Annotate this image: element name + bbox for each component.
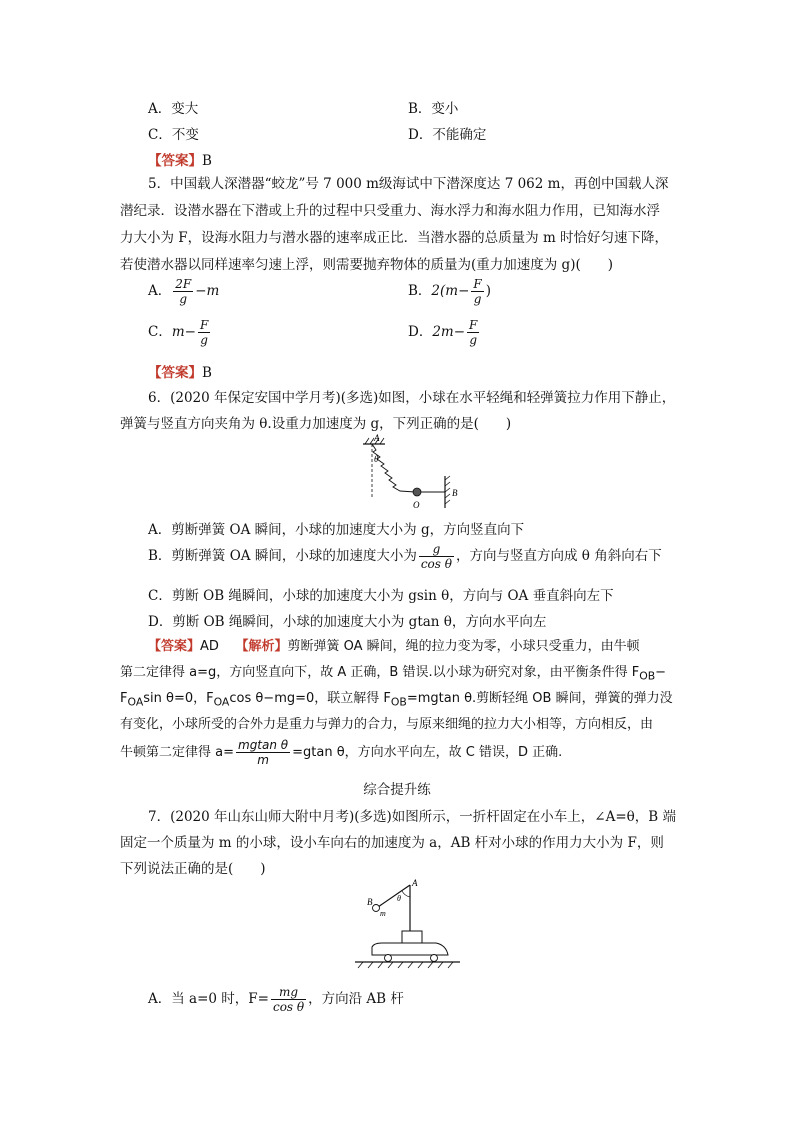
label-b: B <box>452 488 458 498</box>
wheel-right <box>431 955 438 962</box>
q5-answer <box>148 361 212 381</box>
q4-option-a: A．变大 <box>148 101 199 117</box>
q7-cart-figure <box>350 875 465 975</box>
fraction: $\frac{\text{mgtan θ}}{m}$ <box>238 738 289 767</box>
analysis-label: 【解析】 <box>235 639 288 654</box>
q6-solution-line-5: 牛顿第二定律得 a= $\frac{\text{mgtan θ}}{m}$ =gtan θ，方向水平向左，故 C 错误，D 正确. <box>120 738 563 767</box>
q6-solution-line-2: 第二定律得 a=g，方向竖直向下，故 A 正确，B 错误.以小球为研究对象，由平衡条件得 $F_{OB}-$ <box>120 665 667 683</box>
label-b: B <box>367 897 373 907</box>
fraction: $\frac{2F}{g}$ <box>175 277 192 306</box>
spring <box>372 444 415 492</box>
q7-line-2: 固定一个质量为 m 的小球，设小车向右的加速度为 a，AB 杆对小球的作用力大小为 F，则 <box>120 835 664 851</box>
fraction: $\frac{F}{g}$ <box>199 318 209 347</box>
q4-option-c: C．不变 <box>148 127 199 143</box>
answer-label: 【答案】 <box>148 639 201 654</box>
fraction: $\frac{mg}{\text{cos θ}}$ <box>272 985 305 1014</box>
q7-option-a: A．当 a=0 时，F= $\frac{mg}{\text{cos θ}}$ ，方向沿 AB 杆 <box>148 985 404 1014</box>
answer-value: B <box>202 365 212 381</box>
q4-option-b: B．变小 <box>408 101 459 117</box>
section-title: 综合提升练 <box>363 782 431 798</box>
q5-line-2: 潜纪录．设潜水器在下潜或上升的过程中只受重力、海水浮力和海水阻力作用，已知海水浮 <box>120 203 660 219</box>
q6-line-2: 弹簧与竖直方向夹角为 θ.设重力加速度为 g，下列正确的是( ) <box>120 416 512 432</box>
answer-label: 【答案】 <box>148 153 202 169</box>
q5-option-a: A． $\frac{2F}{g}$ −m <box>148 277 220 306</box>
ab-rod <box>378 885 410 907</box>
q6-line-1: 6．(2020 年保定安国中学月考)(多选)如图，小球在水平轻绳和轻弹簧拉力作用下静止， <box>148 390 676 406</box>
q6-option-d: D．剪断 OB 绳瞬间，小球的加速度大小为 gtan θ，方向水平向左 <box>148 614 547 630</box>
answer-value: B <box>202 153 212 169</box>
q5-line-1: 5．中国载人深潜器“蛟龙”号 7 000 m级海试中下潜深度达 7 062 m，再创中国载人深 <box>148 176 669 192</box>
q5-option-d: D．2m− $\frac{F}{g}$ <box>408 318 478 347</box>
wheel-left <box>385 955 392 962</box>
ball <box>413 488 421 496</box>
q6-solution-line-3: $F_{OA}\sin$ θ=0，$F_{OA}\cos$ θ−mg=0，联立解得 $F_{OB}=mgtan$ θ.剪断轻绳 OB 瞬间，弹簧的弹力没 <box>120 691 673 709</box>
q6-option-c: C．剪断 OB 绳瞬间，小球的加速度大小为 gsin θ，方向与 OA 垂直斜向左下 <box>148 588 614 604</box>
cart-cabin <box>402 931 422 943</box>
q6-option-b: B．剪断弹簧 OA 瞬间，小球的加速度大小为 $\frac{g}{\text{cos θ}}$ ，方向与竖直方向成 θ 角斜向右下 <box>148 542 662 571</box>
q7-line-3: 下列说法正确的是( ) <box>120 861 266 877</box>
q5-option-c: C．m− $\frac{F}{g}$ <box>148 318 209 347</box>
label-a: A <box>412 878 418 888</box>
q6-solution-line-4: 有变化，小球所受的合外力是重力与弹力的合力，与原来细绳的拉力大小相等，方向相反，由 <box>120 717 654 732</box>
label-theta: θ <box>397 894 401 903</box>
q7-line-1: 7．(2020 年山东山师大附中月考)(多选)如图所示，一折杆固定在小车上，∠A=θ，B 端 <box>148 809 677 825</box>
q5-option-b: B．2(m− $\frac{F}{g}$ ) <box>408 277 491 306</box>
label-a: A <box>374 433 380 443</box>
answer-label: 【答案】 <box>148 365 202 381</box>
fraction: $\frac{g}{\text{cos θ}}$ <box>420 542 452 571</box>
ground-hatch <box>358 962 453 968</box>
ball <box>373 905 380 912</box>
cart-body <box>372 943 448 955</box>
q6-spring-figure <box>355 432 465 514</box>
q4-answer <box>148 149 212 169</box>
label-m: m <box>380 909 386 918</box>
q5-line-3: 力大小为 F，设海水阻力与潜水器的速率成正比．当潜水器的总质量为 m 时恰好匀速下降， <box>120 230 669 246</box>
q5-line-4: 若使潜水器以同样速率匀速上浮，则需要抛弃物体的质量为(重力加速度为 g)( ) <box>120 257 613 273</box>
wall-hatch <box>445 476 450 504</box>
answer-value: AD <box>200 639 219 654</box>
label-theta: θ <box>374 454 379 464</box>
fraction: $\frac{F}{g}$ <box>469 318 478 347</box>
angle-arc <box>402 891 410 897</box>
label-o: O <box>413 500 420 510</box>
fraction: $\frac{F}{g}$ <box>473 277 482 306</box>
q4-option-d: D．不能确定 <box>408 127 487 143</box>
q6-option-a: A．剪断弹簧 OA 瞬间，小球的加速度大小为 g，方向竖直向下 <box>148 522 525 538</box>
q6-solution-line-1: 【答案】AD 【解析】剪断弹簧 OA 瞬间，绳的拉力变为零，小球只受重力，由牛顿 <box>148 639 640 654</box>
